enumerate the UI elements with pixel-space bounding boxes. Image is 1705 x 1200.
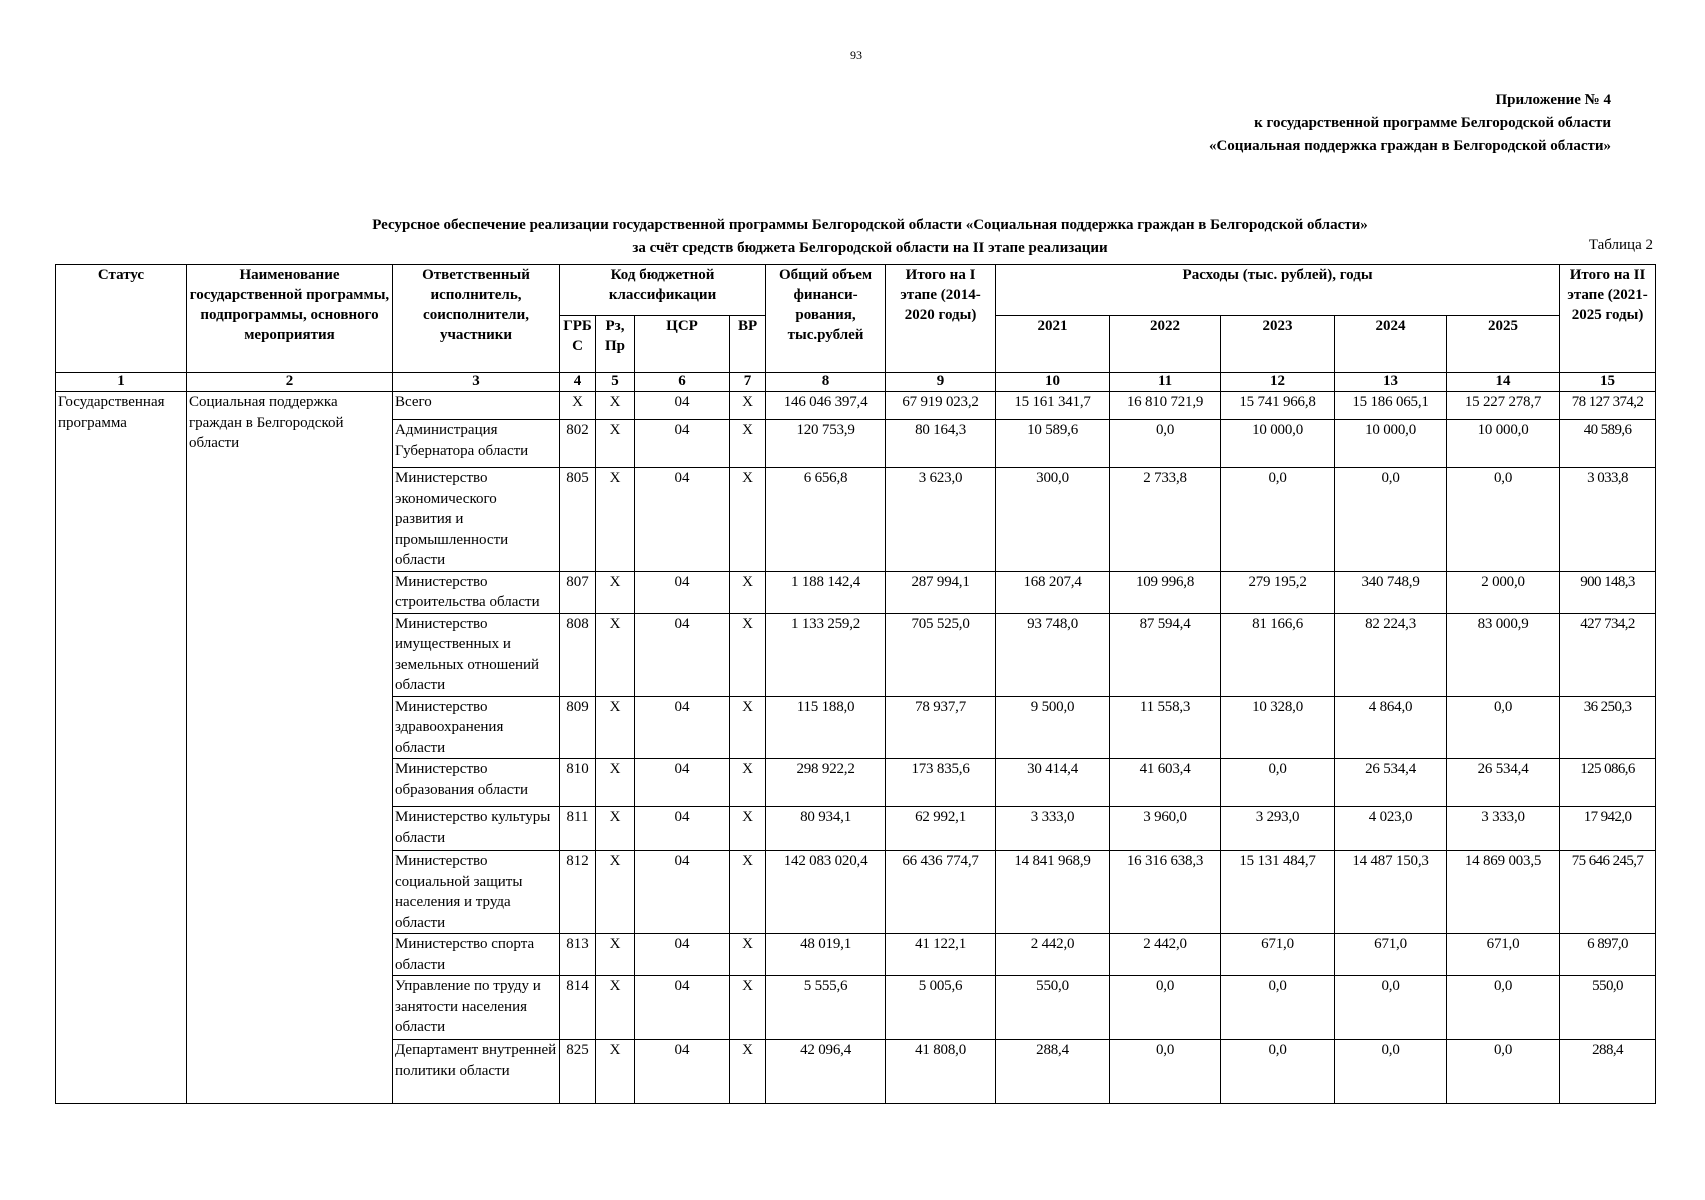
- header-year-2024: 2024: [1335, 316, 1447, 373]
- year-2023-cell: 0,0: [1221, 976, 1335, 1040]
- grbs-cell: 825: [560, 1040, 596, 1104]
- executor-cell: Министерство экономического развития и промышленности области: [393, 468, 560, 572]
- executor-cell: Министерство спорта области: [393, 934, 560, 976]
- stage1-cell: 5 005,6: [886, 976, 996, 1040]
- total-cell: 42 096,4: [766, 1040, 886, 1104]
- table-label: Таблица 2: [1588, 237, 1653, 253]
- stage1-cell: 287 994,1: [886, 571, 996, 613]
- header-total-volume: Общий объем финанси-рования, тыс.рублей: [766, 265, 886, 373]
- stage2-cell: 427 734,2: [1560, 613, 1656, 696]
- grbs-cell: 811: [560, 807, 596, 851]
- program-name-cell: Социальная поддержка граждан в Белгородской области: [187, 392, 393, 1104]
- page-number: 93: [850, 48, 862, 62]
- executor-cell: Министерство строительства области: [393, 571, 560, 613]
- year-2024-cell: 4 023,0: [1335, 807, 1447, 851]
- vr-cell: Х: [730, 807, 766, 851]
- vr-cell: Х: [730, 759, 766, 807]
- executor-cell: Всего: [393, 392, 560, 420]
- year-2024-cell: 4 864,0: [1335, 696, 1447, 759]
- total-cell: 298 922,2: [766, 759, 886, 807]
- csr-cell: 04: [635, 976, 730, 1040]
- stage2-cell: 40 589,6: [1560, 420, 1656, 468]
- csr-cell: 04: [635, 420, 730, 468]
- year-2022-cell: 87 594,4: [1110, 613, 1221, 696]
- year-2024-cell: 0,0: [1335, 976, 1447, 1040]
- stage2-cell: 36 250,3: [1560, 696, 1656, 759]
- vr-cell: Х: [730, 468, 766, 572]
- year-2025-cell: 3 333,0: [1447, 807, 1560, 851]
- appendix-line-3: «Социальная поддержка граждан в Белгородской области»: [1208, 138, 1611, 154]
- rzpr-cell: Х: [596, 571, 635, 613]
- header-year-2021: 2021: [996, 316, 1110, 373]
- stage2-cell: 900 148,3: [1560, 571, 1656, 613]
- total-cell: 48 019,1: [766, 934, 886, 976]
- vr-cell: Х: [730, 420, 766, 468]
- grbs-cell: 810: [560, 759, 596, 807]
- year-2024-cell: 340 748,9: [1335, 571, 1447, 613]
- total-cell: 115 188,0: [766, 696, 886, 759]
- year-2022-cell: 3 960,0: [1110, 807, 1221, 851]
- year-2025-cell: 15 227 278,7: [1447, 392, 1560, 420]
- year-2022-cell: 109 996,8: [1110, 571, 1221, 613]
- stage1-cell: 67 919 023,2: [886, 392, 996, 420]
- grbs-cell: Х: [560, 392, 596, 420]
- grbs-cell: 809: [560, 696, 596, 759]
- rzpr-cell: Х: [596, 934, 635, 976]
- csr-cell: 04: [635, 759, 730, 807]
- rzpr-cell: Х: [596, 613, 635, 696]
- year-2023-cell: 279 195,2: [1221, 571, 1335, 613]
- executor-cell: Министерство культуры области: [393, 807, 560, 851]
- header-executor: Ответственный исполнитель, соисполнители, участники: [393, 265, 560, 373]
- column-number: 2: [187, 373, 393, 392]
- year-2023-cell: 3 293,0: [1221, 807, 1335, 851]
- header-expenses: Расходы (тыс. рублей), годы: [996, 265, 1560, 316]
- executor-cell: Администрация Губернатора области: [393, 420, 560, 468]
- total-cell: 1 188 142,4: [766, 571, 886, 613]
- year-2023-cell: 0,0: [1221, 468, 1335, 572]
- year-2021-cell: 550,0: [996, 976, 1110, 1040]
- total-cell: 120 753,9: [766, 420, 886, 468]
- header-budget-code: Код бюджетной классификации: [560, 265, 766, 316]
- year-2021-cell: 30 414,4: [996, 759, 1110, 807]
- header-rzpr: Рз, Пр: [596, 316, 635, 373]
- total-cell: 146 046 397,4: [766, 392, 886, 420]
- total-cell: 5 555,6: [766, 976, 886, 1040]
- year-2025-cell: 0,0: [1447, 1040, 1560, 1104]
- stage2-cell: 17 942,0: [1560, 807, 1656, 851]
- header-year-2022: 2022: [1110, 316, 1221, 373]
- year-2022-cell: 2 442,0: [1110, 934, 1221, 976]
- year-2022-cell: 16 316 638,3: [1110, 851, 1221, 934]
- csr-cell: 04: [635, 807, 730, 851]
- rzpr-cell: Х: [596, 392, 635, 420]
- executor-cell: Министерство здравоохранения области: [393, 696, 560, 759]
- csr-cell: 04: [635, 613, 730, 696]
- column-number: 11: [1110, 373, 1221, 392]
- year-2023-cell: 0,0: [1221, 1040, 1335, 1104]
- year-2025-cell: 0,0: [1447, 696, 1560, 759]
- executor-cell: Министерство социальной защиты населения и труда области: [393, 851, 560, 934]
- executor-cell: Управление по труду и занятости населения области: [393, 976, 560, 1040]
- grbs-cell: 802: [560, 420, 596, 468]
- header-status: Статус: [56, 265, 187, 373]
- rzpr-cell: Х: [596, 807, 635, 851]
- appendix-header: [971, 89, 1611, 158]
- stage1-cell: 173 835,6: [886, 759, 996, 807]
- year-2022-cell: 16 810 721,9: [1110, 392, 1221, 420]
- year-2023-cell: 15 741 966,8: [1221, 392, 1335, 420]
- vr-cell: Х: [730, 696, 766, 759]
- column-number: 5: [596, 373, 635, 392]
- year-2023-cell: 10 328,0: [1221, 696, 1335, 759]
- csr-cell: 04: [635, 851, 730, 934]
- column-number: 10: [996, 373, 1110, 392]
- grbs-cell: 813: [560, 934, 596, 976]
- year-2021-cell: 3 333,0: [996, 807, 1110, 851]
- table-row: [56, 392, 1656, 420]
- stage2-cell: 78 127 374,2: [1560, 392, 1656, 420]
- year-2024-cell: 0,0: [1335, 1040, 1447, 1104]
- total-cell: 1 133 259,2: [766, 613, 886, 696]
- total-cell: 142 083 020,4: [766, 851, 886, 934]
- year-2025-cell: 26 534,4: [1447, 759, 1560, 807]
- column-numbers-row: [56, 373, 1656, 392]
- column-number: 7: [730, 373, 766, 392]
- year-2023-cell: 10 000,0: [1221, 420, 1335, 468]
- year-2022-cell: 2 733,8: [1110, 468, 1221, 572]
- year-2022-cell: 0,0: [1110, 1040, 1221, 1104]
- grbs-cell: 812: [560, 851, 596, 934]
- appendix-line-1: Приложение № 4: [1495, 92, 1611, 108]
- grbs-cell: 814: [560, 976, 596, 1040]
- vr-cell: Х: [730, 571, 766, 613]
- header-program-name: Наименование государственной программы, подпрограммы, основного мероприятия: [187, 265, 393, 373]
- year-2024-cell: 82 224,3: [1335, 613, 1447, 696]
- year-2023-cell: 671,0: [1221, 934, 1335, 976]
- vr-cell: Х: [730, 934, 766, 976]
- year-2022-cell: 11 558,3: [1110, 696, 1221, 759]
- executor-cell: Министерство образования области: [393, 759, 560, 807]
- year-2025-cell: 10 000,0: [1447, 420, 1560, 468]
- csr-cell: 04: [635, 571, 730, 613]
- stage2-cell: 125 086,6: [1560, 759, 1656, 807]
- year-2024-cell: 26 534,4: [1335, 759, 1447, 807]
- stage1-cell: 41 122,1: [886, 934, 996, 976]
- year-2022-cell: 41 603,4: [1110, 759, 1221, 807]
- total-cell: 6 656,8: [766, 468, 886, 572]
- rzpr-cell: Х: [596, 851, 635, 934]
- column-number: 8: [766, 373, 886, 392]
- header-year-2023: 2023: [1221, 316, 1335, 373]
- stage2-cell: 75 646 245,7: [1560, 851, 1656, 934]
- header-stage1-total: Итого на I этапе (2014-2020 годы): [886, 265, 996, 373]
- year-2021-cell: 300,0: [996, 468, 1110, 572]
- rzpr-cell: Х: [596, 976, 635, 1040]
- vr-cell: Х: [730, 392, 766, 420]
- rzpr-cell: Х: [596, 468, 635, 572]
- year-2021-cell: 168 207,4: [996, 571, 1110, 613]
- year-2023-cell: 0,0: [1221, 759, 1335, 807]
- year-2024-cell: 10 000,0: [1335, 420, 1447, 468]
- table-body: [56, 392, 1656, 1104]
- column-number: 4: [560, 373, 596, 392]
- total-cell: 80 934,1: [766, 807, 886, 851]
- executor-cell: Департамент внутренней политики области: [393, 1040, 560, 1104]
- year-2025-cell: 83 000,9: [1447, 613, 1560, 696]
- csr-cell: 04: [635, 392, 730, 420]
- column-number: 15: [1560, 373, 1656, 392]
- header-grbs: ГРБ С: [560, 316, 596, 373]
- grbs-cell: 805: [560, 468, 596, 572]
- stage1-cell: 66 436 774,7: [886, 851, 996, 934]
- year-2023-cell: 15 131 484,7: [1221, 851, 1335, 934]
- vr-cell: Х: [730, 613, 766, 696]
- status-cell: Государственная программа: [56, 392, 187, 1104]
- grbs-cell: 807: [560, 571, 596, 613]
- stage2-cell: 3 033,8: [1560, 468, 1656, 572]
- year-2022-cell: 0,0: [1110, 420, 1221, 468]
- year-2024-cell: 14 487 150,3: [1335, 851, 1447, 934]
- resource-table: [55, 264, 1656, 1104]
- column-number: 14: [1447, 373, 1560, 392]
- year-2024-cell: 15 186 065,1: [1335, 392, 1447, 420]
- stage1-cell: 705 525,0: [886, 613, 996, 696]
- header-year-2025: 2025: [1447, 316, 1560, 373]
- year-2021-cell: 9 500,0: [996, 696, 1110, 759]
- vr-cell: Х: [730, 976, 766, 1040]
- header-csr: ЦСР: [635, 316, 730, 373]
- rzpr-cell: Х: [596, 759, 635, 807]
- csr-cell: 04: [635, 468, 730, 572]
- year-2025-cell: 0,0: [1447, 468, 1560, 572]
- stage1-cell: 62 992,1: [886, 807, 996, 851]
- csr-cell: 04: [635, 696, 730, 759]
- stage2-cell: 6 897,0: [1560, 934, 1656, 976]
- stage1-cell: 80 164,3: [886, 420, 996, 468]
- column-number: 12: [1221, 373, 1335, 392]
- year-2024-cell: 671,0: [1335, 934, 1447, 976]
- year-2023-cell: 81 166,6: [1221, 613, 1335, 696]
- rzpr-cell: Х: [596, 1040, 635, 1104]
- column-number: 1: [56, 373, 187, 392]
- stage2-cell: 550,0: [1560, 976, 1656, 1040]
- rzpr-cell: Х: [596, 696, 635, 759]
- column-number: 13: [1335, 373, 1447, 392]
- stage2-cell: 288,4: [1560, 1040, 1656, 1104]
- year-2021-cell: 14 841 968,9: [996, 851, 1110, 934]
- csr-cell: 04: [635, 1040, 730, 1104]
- year-2021-cell: 2 442,0: [996, 934, 1110, 976]
- table-title-line-1: Ресурсное обеспечение реализации государственной программы Белгородской области «Социальная поддержка граждан в Белгородской области»: [372, 217, 1368, 233]
- year-2025-cell: 671,0: [1447, 934, 1560, 976]
- year-2025-cell: 0,0: [1447, 976, 1560, 1040]
- header-stage2-total: Итого на II этапе (2021-2025 годы): [1560, 265, 1656, 373]
- year-2021-cell: 93 748,0: [996, 613, 1110, 696]
- year-2021-cell: 10 589,6: [996, 420, 1110, 468]
- stage1-cell: 3 623,0: [886, 468, 996, 572]
- vr-cell: Х: [730, 851, 766, 934]
- executor-cell: Министерство имущественных и земельных отношений области: [393, 613, 560, 696]
- stage1-cell: 41 808,0: [886, 1040, 996, 1104]
- year-2022-cell: 0,0: [1110, 976, 1221, 1040]
- year-2021-cell: 288,4: [996, 1040, 1110, 1104]
- grbs-cell: 808: [560, 613, 596, 696]
- year-2024-cell: 0,0: [1335, 468, 1447, 572]
- year-2021-cell: 15 161 341,7: [996, 392, 1110, 420]
- table-title: [280, 214, 1460, 260]
- rzpr-cell: Х: [596, 420, 635, 468]
- csr-cell: 04: [635, 934, 730, 976]
- appendix-line-2: к государственной программе Белгородской области: [1254, 115, 1611, 131]
- vr-cell: Х: [730, 1040, 766, 1104]
- column-number: 9: [886, 373, 996, 392]
- column-number: 6: [635, 373, 730, 392]
- year-2025-cell: 14 869 003,5: [1447, 851, 1560, 934]
- header-vr: ВР: [730, 316, 766, 373]
- column-number: 3: [393, 373, 560, 392]
- stage1-cell: 78 937,7: [886, 696, 996, 759]
- table-title-line-2: за счёт средств бюджета Белгородской области на II этапе реализации: [632, 240, 1108, 256]
- year-2025-cell: 2 000,0: [1447, 571, 1560, 613]
